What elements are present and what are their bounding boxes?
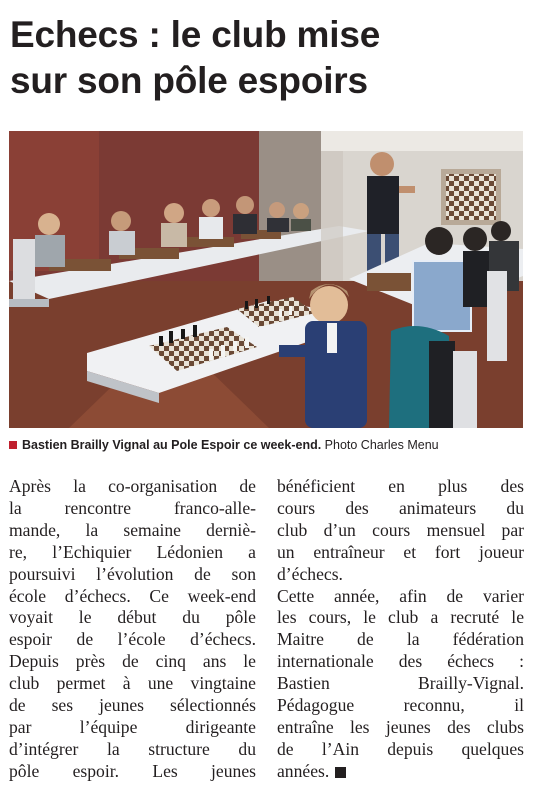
body-line: Bastien Brailly-Vignal.: [277, 673, 524, 694]
body-line: bénéficient en plus des: [277, 476, 524, 496]
body-last-text: années.: [277, 760, 330, 781]
article-column-right: [277, 476, 524, 783]
chess-class-photo: [9, 131, 523, 428]
caption-bullet-icon: [9, 441, 17, 449]
body-line: par l’équipe dirigeante: [9, 716, 256, 737]
body-line: poursuivi l’évolution de son: [9, 563, 256, 584]
photo-credit: Photo Charles Menu: [324, 438, 439, 452]
body-line: club permet à une vingtaine: [9, 673, 256, 694]
body-line: re, l’Echiquier Lédonien a: [9, 541, 256, 562]
body-line: un entraîneur et fort joueur: [277, 541, 524, 562]
body-line: de l’Ain depuis quelques: [277, 738, 524, 759]
body-line: Maitre de la fédération: [277, 629, 524, 650]
body-line: voyait le début du pôle: [9, 607, 256, 628]
body-line: les cours, le club a recruté le: [277, 607, 524, 628]
body-line: Depuis près de cinq ans le: [9, 651, 256, 672]
photo-caption: [9, 437, 529, 453]
body-line: pôle espoir. Les jeunes: [9, 760, 256, 781]
body-line: cours des animateurs du: [277, 497, 524, 518]
body-line: de ses jeunes sélectionnés: [9, 695, 256, 716]
body-line-final: [277, 761, 524, 783]
body-line: la rencontre franco-alle-: [9, 497, 256, 518]
headline-line-1: Echecs : le club mise: [10, 14, 381, 55]
caption-text: Bastien Brailly Vignal au Pole Espoir ce week-end.: [22, 438, 322, 452]
body-line: espoir de l’école d’échecs.: [9, 629, 256, 650]
article-photo: [9, 131, 523, 428]
end-of-article-square-icon: [335, 767, 346, 778]
body-line: entraîne les jeunes des clubs: [277, 716, 524, 737]
body-line: club d’un cours mensuel par: [277, 519, 524, 540]
headline-line-2: sur son pôle espoirs: [10, 60, 368, 101]
article-headline: [10, 12, 535, 104]
body-line: d’échecs.: [277, 563, 343, 584]
body-line: Après la co-organisation de: [9, 476, 256, 496]
body-line: d’intégrer la structure du: [9, 738, 256, 759]
body-line: mande, la semaine derniè-: [9, 519, 256, 540]
article-column-left: [9, 476, 256, 783]
body-line: école d’échecs. Ce week-end: [9, 585, 256, 606]
body-line: internationale des échecs :: [277, 651, 524, 672]
body-line: Pédagogue reconnu, il: [277, 695, 524, 716]
body-line: Cette année, afin de varier: [277, 585, 524, 606]
